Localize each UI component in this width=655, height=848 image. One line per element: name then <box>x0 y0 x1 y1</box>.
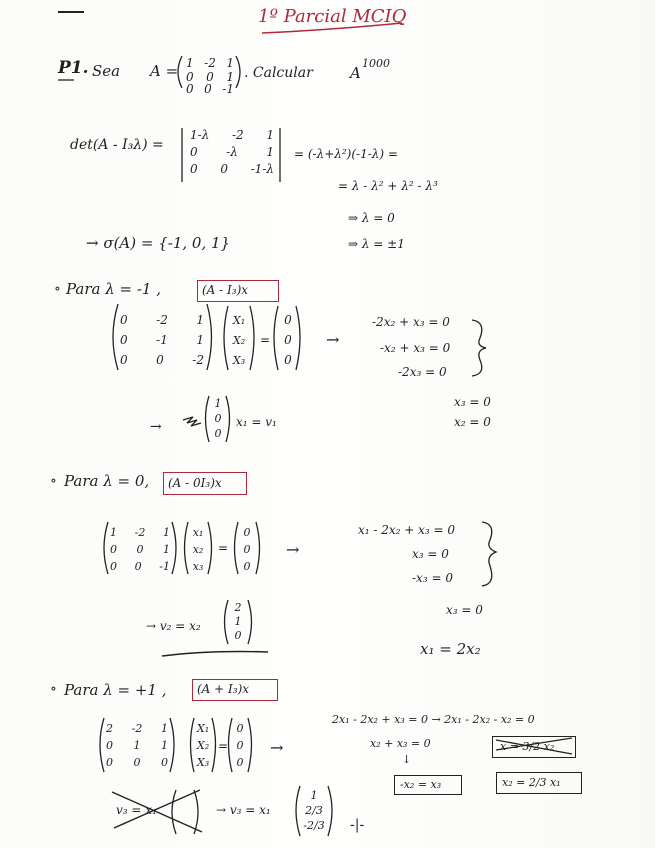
matrix-a: 1 -2 1 0 0 1 0 0 -1 <box>186 55 234 96</box>
case1-eq2: -x₂ + x₃ = 0 <box>380 341 451 355</box>
case1-sol-suffix: x₁ = v₁ <box>236 415 277 429</box>
case3-zero-vector: 0 0 0 <box>236 722 244 769</box>
case1-matrix: 0 -2 1 0 -1 1 0 0 -2 <box>120 313 204 367</box>
case1-bullet: ∘ <box>54 281 61 297</box>
case2-matrix: 1 -2 1 0 0 1 0 0 -1 <box>110 526 170 573</box>
case2-equals: = <box>218 541 229 555</box>
case2-vector: x₁ x₂ x₃ <box>192 526 204 573</box>
case3-end-mark: -|- <box>350 817 365 833</box>
case1-res2: x₂ = 0 <box>454 415 491 429</box>
spectrum: → σ(A) = {-1, 0, 1} <box>86 234 231 252</box>
case2-sol: → v₂ = x₂ <box>146 619 201 633</box>
det-matrix: 1-λ -2 1 0 -λ 1 0 0 -1-λ <box>190 127 274 176</box>
case3-boxed-text: (A + I₃)x <box>197 682 250 696</box>
case3-down-arrow: ↓ <box>402 753 412 766</box>
case2-res1: x₃ = 0 <box>446 603 483 617</box>
case3-sol-vector: 1 2/3 -2/3 <box>303 789 325 832</box>
det-root2: ⇒ λ = ±1 <box>348 237 405 251</box>
case1-vector: X₁ X₂ X₃ <box>232 313 246 367</box>
case3-sol: → v₃ = x₁ <box>216 803 271 817</box>
case3-bullet: ∘ <box>50 681 57 697</box>
case1-equals: = <box>260 333 271 347</box>
case2-boxed-text: (A - 0I₃)x <box>168 476 222 490</box>
case3-boxed-b-text: x₂ = 2/3 x₁ <box>502 776 561 789</box>
case2-arrow: → <box>286 540 300 559</box>
case1-boxed-text: (A - I₃)x <box>202 283 249 297</box>
det-eq2: = λ - λ² + λ² - λ³ <box>338 179 438 193</box>
det-root1: ⇒ λ = 0 <box>348 211 395 225</box>
case2-eq1: x₁ - 2x₂ + x₃ = 0 <box>358 523 456 537</box>
case1-sol-vector: 1 0 0 <box>214 397 222 440</box>
det-lhs: det(A - I₃λ) = <box>70 137 164 153</box>
problem-label: P1. <box>58 58 89 78</box>
problem-power: 1000 <box>362 57 390 70</box>
case1-eq1: -2x₂ + x₃ = 0 <box>372 315 450 329</box>
case1-sol-arrow: → <box>150 419 162 435</box>
case2-sol-vector: 2 1 0 <box>234 600 242 642</box>
case2-bullet: ∘ <box>50 473 57 489</box>
case3-arrow: → <box>270 738 284 757</box>
page-title: 1º Parcial MCIQ <box>258 6 407 27</box>
problem-sea: Sea <box>92 62 121 80</box>
case2-label: Para λ = 0, <box>64 472 150 490</box>
problem-calcular: . Calcular <box>244 65 313 81</box>
case1-zero-vector: 0 0 0 <box>284 313 292 367</box>
case3-boxed-a-text: -x₂ = x₃ <box>400 778 442 791</box>
case1-res1: x₃ = 0 <box>454 395 491 409</box>
case3-crossed-text: x = 3/2 x₂ <box>500 740 555 753</box>
case2-res2: x₁ = 2x₂ <box>420 640 481 658</box>
case3-equals: = <box>218 739 229 753</box>
case1-label: Para λ = -1 , <box>66 280 162 298</box>
case3-struck: v₃ = x₁ <box>116 803 157 817</box>
case3-vector: X₁ X₂ X₃ <box>196 722 210 769</box>
case3-eq2: x₂ + x₃ = 0 <box>370 737 431 750</box>
case3-matrix: 2 -2 1 0 1 1 0 0 0 <box>106 722 168 769</box>
case2-eq2: x₃ = 0 <box>412 547 449 561</box>
case1-arrow: → <box>326 330 340 349</box>
problem-a-eq: A = <box>150 62 179 80</box>
case3-label: Para λ = +1 , <box>64 681 167 699</box>
case2-eq3: -x₃ = 0 <box>412 571 453 585</box>
case3-eq1: 2x₁ - 2x₂ + x₃ = 0 → 2x₁ - 2x₂ - x₂ = 0 <box>332 713 535 726</box>
problem-a-power-base: A <box>350 64 361 82</box>
case2-zero-vector: 0 0 0 <box>243 526 251 573</box>
case1-eq3: -2x₃ = 0 <box>398 365 447 379</box>
det-eq1: = (-λ+λ²)(-1-λ) = <box>294 147 398 161</box>
